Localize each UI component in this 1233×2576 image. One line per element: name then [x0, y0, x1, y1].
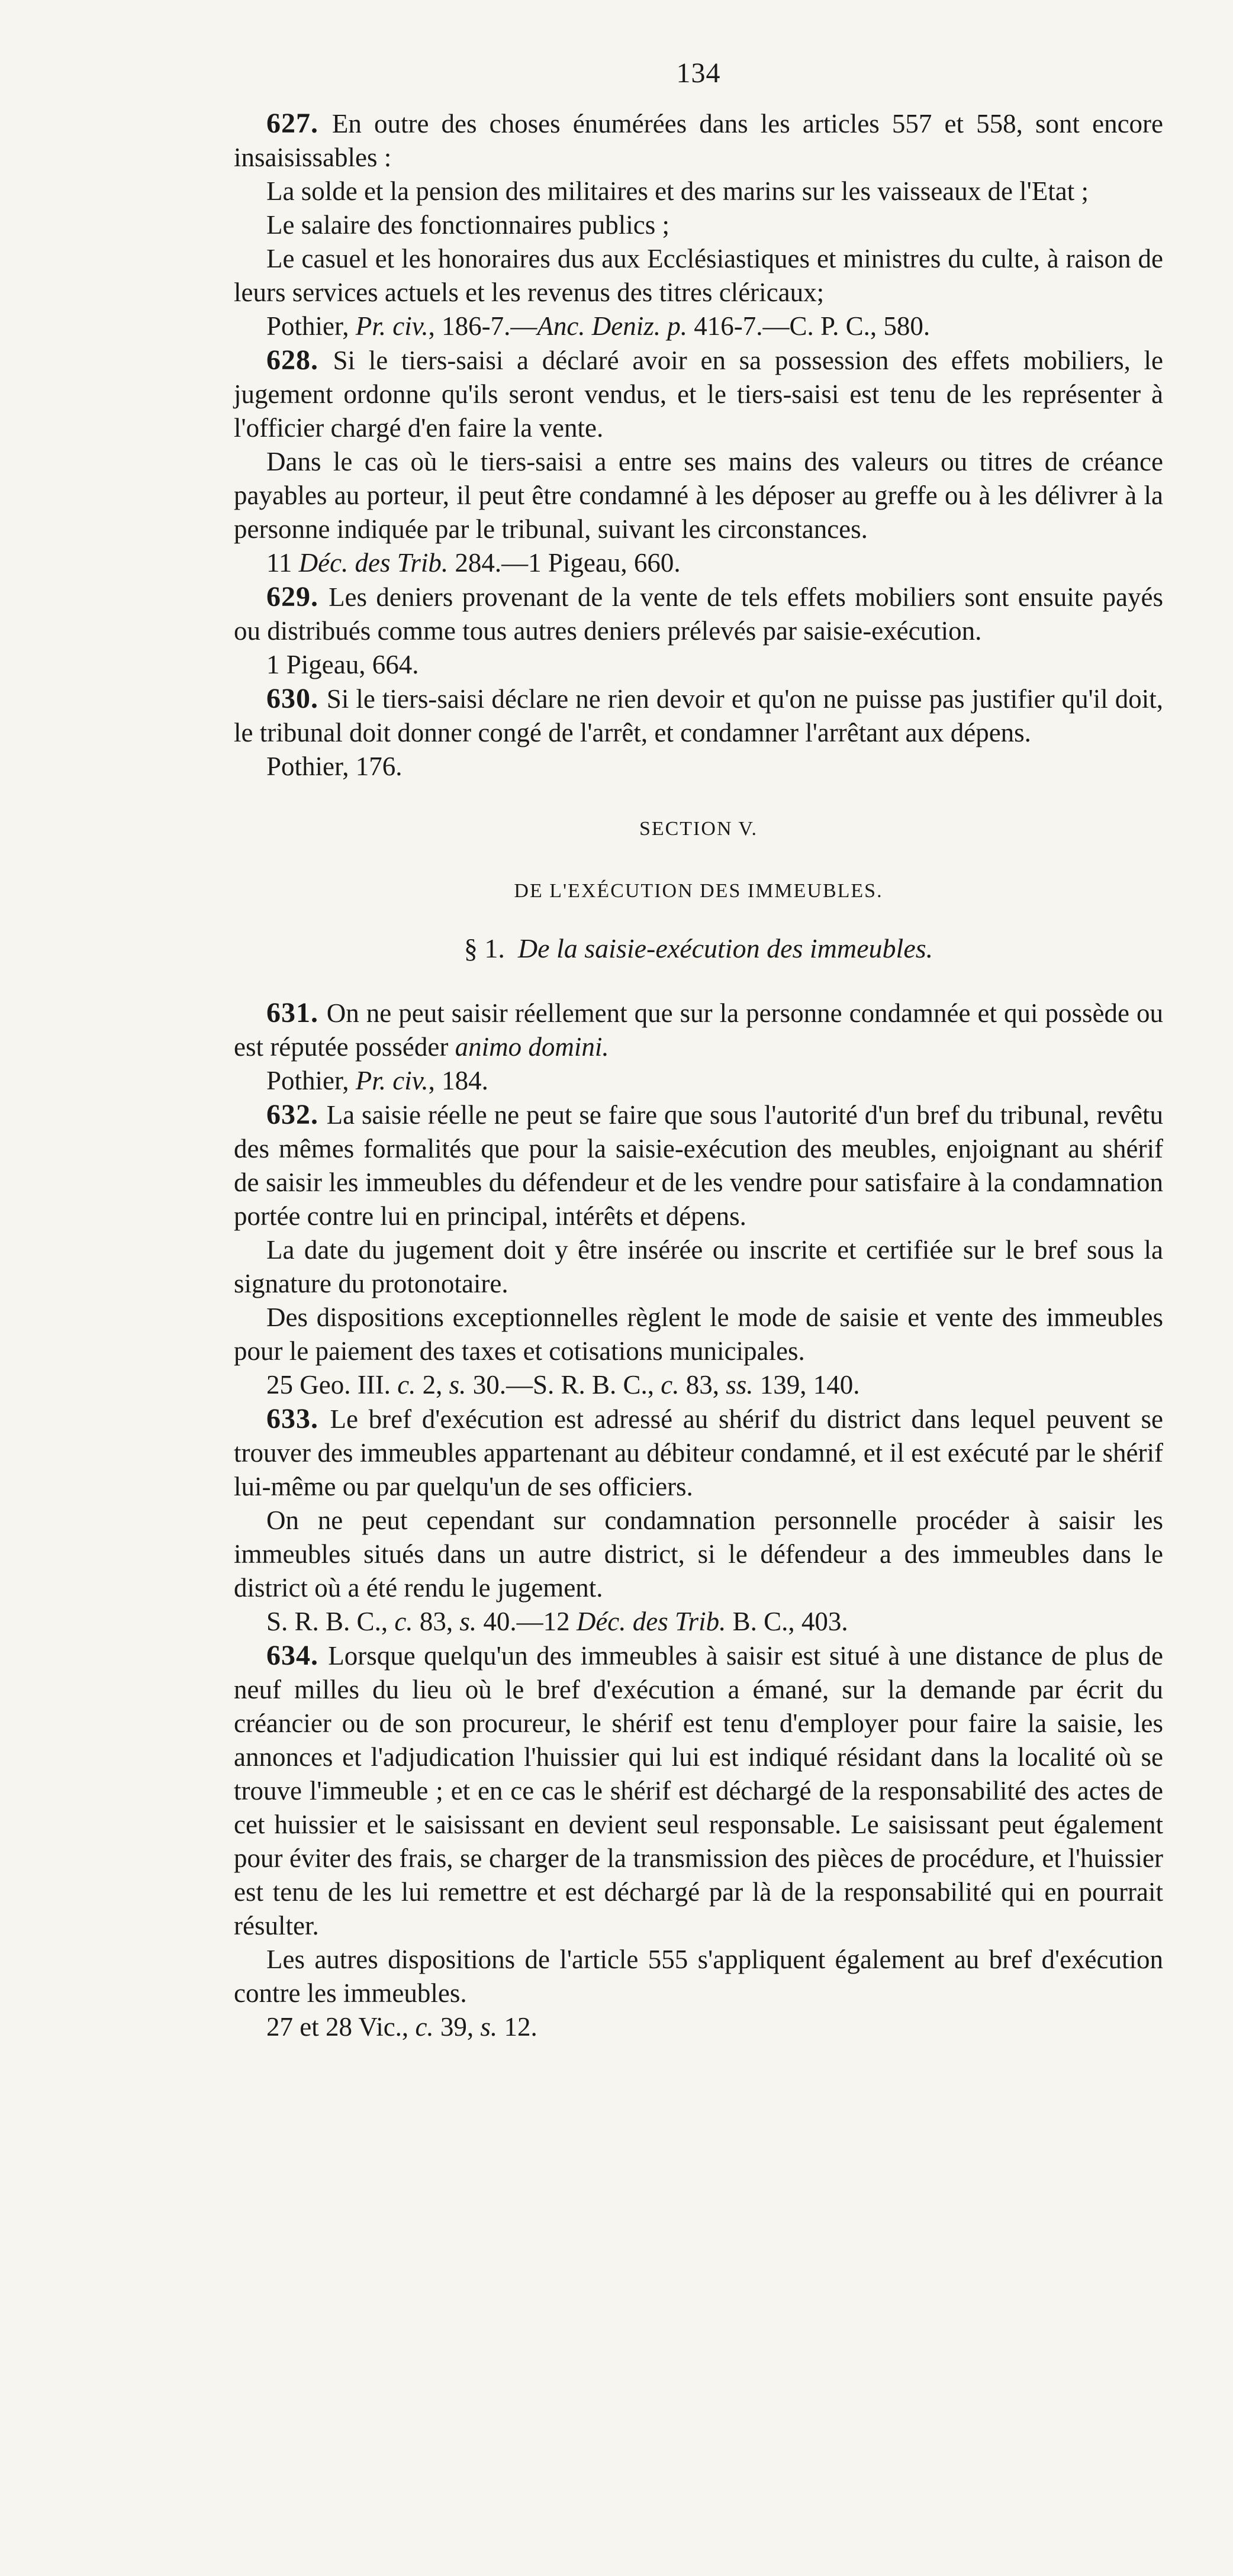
citation	[234, 1368, 1163, 1402]
citation	[234, 546, 1163, 580]
subsection-number: § 1.	[463, 933, 505, 963]
citation	[234, 1605, 1163, 1639]
italic-text: animo domini.	[455, 1032, 609, 1062]
subsection-heading	[234, 931, 1163, 965]
section-subheading: DE L'EXÉCUTION DES IMMEUBLES.	[514, 880, 883, 902]
body-paragraph: Les autres dispositions de l'article 555 s'appliquent également au bref d'exécution contre les immeubles.	[234, 1945, 1163, 2008]
article-628: 628. Si le tiers-saisi a déclaré avoir en sa possession des effets mobiliers, le jugement ordonne qu'ils seront vendus, et le tiers-saisi est tenu de les représenter à l'officier chargé d'en faire la vente.	[234, 344, 1164, 443]
italic-text: Pr. civ.	[355, 311, 429, 341]
body-paragraph: Des dispositions exceptionnelles règlent le mode de saisie et vente des immeubles pour le paiement des taxes et cotisations municipales.	[234, 1302, 1163, 1366]
article-number: 631	[266, 997, 311, 1029]
text-run: 2,	[416, 1370, 449, 1400]
text-run: , 186-7.—	[428, 311, 537, 341]
article-629: 629. Les deniers provenant de la vente de tels effets mobiliers sont ensuite payés ou distribués comme tous autres deniers prélevés par saisie-exécution.	[234, 581, 1164, 646]
italic-text: c.	[394, 1607, 413, 1636]
italic-text: s.	[449, 1370, 466, 1400]
text-run: Pothier,	[266, 1066, 356, 1095]
italic-text: c.	[397, 1370, 416, 1400]
article-number: 632	[266, 1099, 311, 1130]
italic-text: Pr. civ.	[355, 1066, 429, 1095]
text-run: 83,	[413, 1607, 460, 1636]
citation	[234, 648, 1163, 682]
italic-text: c.	[415, 2012, 434, 2042]
text-run: S. R. B. C.,	[266, 1607, 395, 1636]
italic-text: Déc. des Trib.	[576, 1607, 726, 1636]
italic-text: s.	[480, 2012, 498, 2042]
text-run: 416-7.—C. P. C., 580.	[687, 311, 931, 341]
article-627: 627. En outre des choses énumérées dans les articles 557 et 558, sont encore insaisissables :	[234, 108, 1163, 172]
page-number: 134	[676, 57, 721, 89]
article-633: 633. Le bref d'exécution est adressé au shérif du district dans lequel peuvent se trouver des immeubles appartenant au débiteur condamné, et il est exécuté par le shérif lui-même ou par quelqu'un de ses officiers.	[234, 1403, 1163, 1501]
text-run: On ne peut saisir réellement que sur la personne condamnée et qui possède ou est réputée posséder	[234, 998, 1163, 1062]
article-number: 627	[266, 108, 311, 139]
article-number: 634	[266, 1640, 311, 1671]
text-run: 39,	[433, 2012, 481, 2042]
italic-text: s.	[459, 1607, 477, 1636]
italic-text: Déc. des Trib.	[298, 548, 449, 578]
section-heading: SECTION V.	[639, 818, 758, 840]
citation	[234, 1064, 1163, 1098]
body-paragraph: La solde et la pension des militaires et des marins sur les vaisseaux de l'Etat ;	[266, 176, 1089, 206]
article-text: Si le tiers-saisi a déclaré avoir en sa possession des effets mobiliers, le jugement ordonne qu'ils seront vendus, et le tiers-saisi est tenu de les représenter à l'officier chargé d'en faire la vente.	[234, 346, 1164, 443]
text-run: 1 Pigeau, 664.	[266, 650, 419, 679]
article-text: Le bref d'exécution est adressé au shérif du district dans lequel peuvent se trouver des immeubles appartenant au débiteur condamné, et il est exécuté par le shérif lui-même ou par quelqu'un de ses officiers.	[234, 1404, 1163, 1501]
text-run: 27 et 28 Vic.,	[266, 2012, 416, 2042]
body-paragraph: On ne peut cependant sur condamnation personnelle procéder à saisir les immeubles situés dans un autre district, si le défendeur a des immeubles dans le district où a été rendu le jugement.	[234, 1505, 1163, 1603]
text-run: 12.	[497, 2012, 537, 2042]
article-text: Lorsque quelqu'un des immeubles à saisir est situé à une distance de plus de neuf milles du lieu où le bref d'exécution a émané, sur la demande par écrit du créancier ou de son procureur, le shérif est tenu d'employer pour faire la saisie, les annonces et l'adjudication l'huissier qui lui est indiqué résidant dans la localité où se trouve l'immeuble ; et en ce cas le shérif est déchargé de la responsabilité des actes de cet huissier et le saisissant en devient seul responsable. Le saisissant peut également pour éviter des frais, se charger de la transmission des pièces de procédure, et l'huissier est tenu de les lui remettre et est déchargé par là de la responsabilité qui en pourrait résulter.	[234, 1641, 1164, 1940]
italic-text: Anc. Deniz. p.	[537, 311, 688, 341]
book-page	[234, 0, 1163, 2044]
body-paragraph: Dans le cas où le tiers-saisi a entre ses mains des valeurs ou titres de créance payables au porteur, il peut être condamné à les déposer au greffe ou à les délivrer à la personne indiquée par le tribunal, suivant les circonstances.	[234, 447, 1163, 544]
body-paragraph: Le casuel et les honoraires dus aux Ecclésiastiques et ministres du culte, à raison de leurs services actuels et les revenus des titres cléricaux;	[234, 244, 1163, 307]
citation	[234, 750, 1163, 784]
page-content	[234, 107, 1163, 2044]
body-paragraph: Le salaire des fonctionnaires publics ;	[266, 210, 670, 240]
article-text: Si le tiers-saisi déclare ne rien devoir et qu'on ne puisse pas justifier qu'il doit, le tribunal doit donner congé de l'arrêt, et condamner l'arrêtant aux dépens.	[234, 684, 1163, 747]
italic-text: ss.	[726, 1370, 754, 1400]
article-number: 629	[266, 581, 311, 612]
text-run: 30.—S. R. B. C.,	[466, 1370, 661, 1400]
italic-text: c.	[661, 1370, 680, 1400]
citation	[234, 309, 1163, 343]
article-text: Les deniers provenant de la vente de tels effets mobiliers sont ensuite payés ou distribués comme tous autres deniers prélevés par saisie-exécution.	[234, 582, 1164, 646]
article-number: 630	[266, 683, 311, 714]
text-run: 25 Geo. III.	[266, 1370, 398, 1400]
citation	[234, 2010, 1163, 2044]
text-run: Pothier,	[266, 311, 356, 341]
article-text: La saisie réelle ne peut se faire que sous l'autorité d'un bref du tribunal, revêtu des mêmes formalités que pour la saisie-exécution des meubles, enjoignant au shérif de saisir les immeubles du défendeur et de les vendre pour satisfaire à la condamnation portée contre lui en principal, intérêts et dépens.	[234, 1100, 1163, 1231]
text-run: , 184.	[428, 1066, 488, 1095]
article-number: 633	[266, 1403, 311, 1434]
text-run: 11	[266, 548, 299, 578]
article-630: 630. Si le tiers-saisi déclare ne rien devoir et qu'on ne puisse pas justifier qu'il doit, le tribunal doit donner congé de l'arrêt, et condamner l'arrêtant aux dépens.	[234, 683, 1163, 747]
article-634: 634. Lorsque quelqu'un des immeubles à saisir est situé à une distance de plus de neuf milles du lieu où le bref d'exécution a émané, sur la demande par écrit du créancier ou de son procureur, le shérif est tenu d'employer pour faire la saisie, les annonces et l'adjudication l'huissier qui lui est indiqué résidant dans la localité où se trouve l'immeuble ; et en ce cas le shérif est déchargé de la responsabilité des actes de cet huissier et le saisissant en devient seul responsable. Le saisissant peut également pour éviter des frais, se charger de la transmission des pièces de procédure, et l'huissier est tenu de les lui remettre et est déchargé par là de la responsabilité qui en pourrait résulter.	[234, 1640, 1164, 1940]
text-run: 40.—12	[477, 1607, 577, 1636]
text-run: Pothier, 176.	[266, 752, 403, 781]
text-run: 284.—1 Pigeau, 660.	[448, 548, 681, 578]
text-run: 139, 140.	[753, 1370, 860, 1400]
article-text: En outre des choses énumérées dans les articles 557 et 558, sont encore insaisissables :	[234, 109, 1163, 172]
body-paragraph: La date du jugement doit y être insérée ou inscrite et certifiée sur le bref sous la signature du protonotaire.	[234, 1235, 1163, 1298]
article-632: 632. La saisie réelle ne peut se faire que sous l'autorité d'un bref du tribunal, revêtu des mêmes formalités que pour la saisie-exécution des meubles, enjoignant au shérif de saisir les immeubles du défendeur et de les vendre pour satisfaire à la condamnation portée contre lui en principal, intérêts et dépens.	[234, 1099, 1163, 1231]
subsection-title: De la saisie-exécution des immeubles.	[517, 933, 933, 963]
article-number: 628	[266, 344, 311, 376]
text-run: B. C., 403.	[726, 1607, 848, 1636]
article-631: 631. On ne peut saisir réellement que sur la personne condamnée et qui possède ou est réputée posséder animo domini.	[234, 997, 1163, 1062]
text-run: 83,	[679, 1370, 726, 1400]
